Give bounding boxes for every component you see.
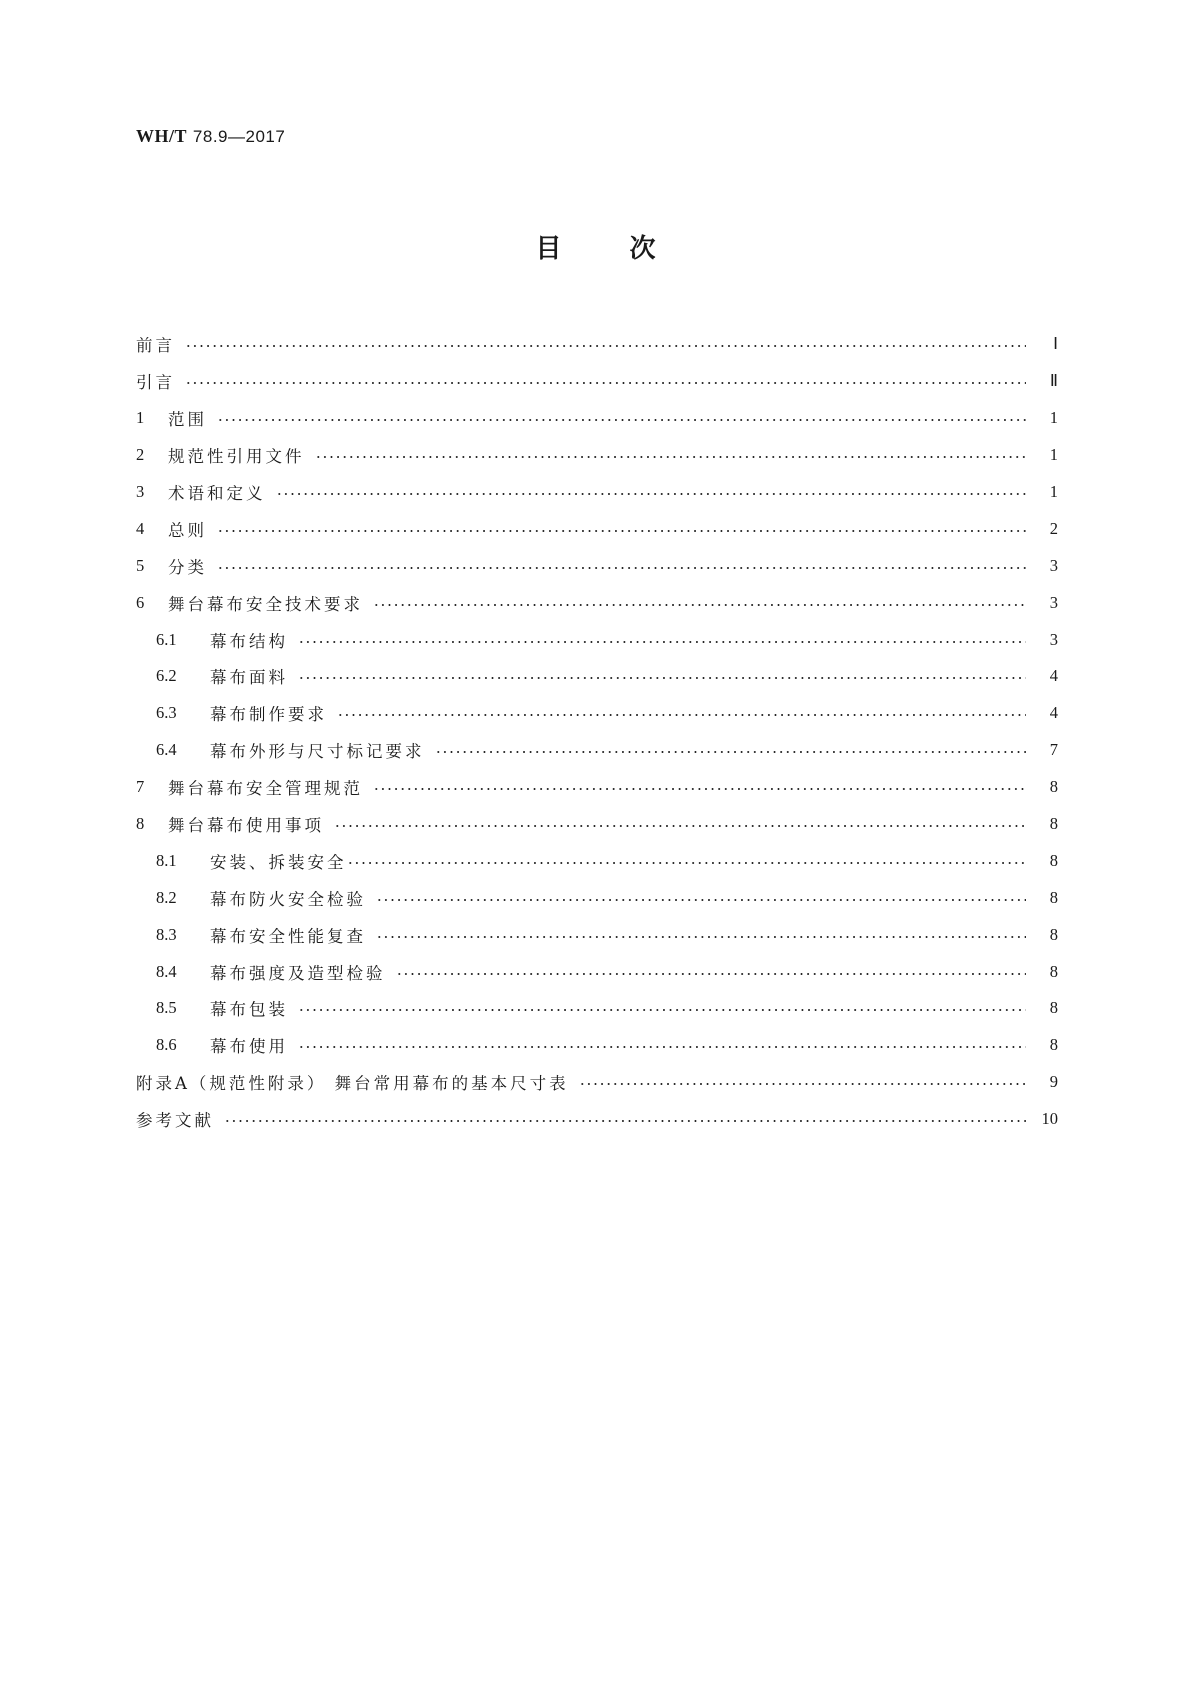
dot-leader: [217, 567, 1026, 569]
toc-page: 3: [1049, 592, 1058, 612]
toc-page: 7: [1049, 740, 1058, 760]
toc-entry-8-6[interactable]: [136, 1027, 1058, 1064]
page-title: [0, 228, 1191, 265]
toc-entry-8-4[interactable]: [136, 953, 1058, 990]
toc-entry-7[interactable]: [136, 769, 1058, 806]
title-char-2: 次: [629, 234, 656, 264]
toc-page: Ⅰ: [1053, 334, 1058, 354]
toc-label: 舞台幕布安全技术要求: [168, 594, 363, 614]
dot-leader: [315, 456, 1027, 458]
dot-leader: [224, 1120, 1026, 1122]
standard-number: 78.9—2017: [192, 127, 286, 146]
toc-page: 8: [1049, 924, 1058, 944]
toc-entry-5[interactable]: [136, 547, 1058, 584]
dot-leader: [276, 493, 1027, 495]
toc-label: 舞台幕布使用事项: [168, 816, 324, 836]
toc-entry-8-1[interactable]: [136, 842, 1058, 879]
toc-number: 8.1: [156, 850, 177, 870]
toc-number: 5: [136, 555, 145, 575]
toc-label: 幕布强度及造型检验: [210, 963, 386, 983]
dot-leader: [337, 714, 1026, 716]
dot-leader: [185, 345, 1026, 347]
toc-entry-6-3[interactable]: [136, 695, 1058, 732]
toc-label: 附录A（规范性附录） 舞台常用幕布的基本尺寸表: [136, 1074, 569, 1094]
toc-entry-3[interactable]: [136, 474, 1058, 511]
toc-label: 参考文献: [136, 1111, 214, 1131]
dot-leader: [298, 1046, 1026, 1048]
toc-page: 1: [1049, 445, 1058, 465]
toc-label: 术语和定义: [168, 484, 266, 503]
toc-entry-1[interactable]: [136, 400, 1058, 437]
toc-entry-6[interactable]: [136, 584, 1058, 621]
toc-label: 引言: [136, 373, 175, 393]
toc-number: 8.6: [156, 1035, 177, 1055]
toc-page: 8: [1049, 814, 1058, 834]
toc-label: 范围: [168, 410, 207, 430]
dot-leader: [298, 1009, 1026, 1011]
toc-entry-2[interactable]: [136, 437, 1058, 474]
toc-entry-6-1[interactable]: [136, 621, 1058, 658]
toc-entry-8-2[interactable]: [136, 879, 1058, 916]
dot-leader: [373, 788, 1026, 790]
toc-entry-4[interactable]: [136, 510, 1058, 547]
toc-entry-6-4[interactable]: [136, 732, 1058, 769]
toc-entry-appendix-a[interactable]: [136, 1064, 1058, 1101]
toc-page: 1: [1049, 408, 1058, 428]
toc-page: 3: [1049, 555, 1058, 575]
toc-page: 8: [1049, 1035, 1058, 1055]
toc-number: 8.4: [156, 961, 177, 981]
toc-label: 安装、拆装安全: [210, 852, 347, 872]
toc-page: 8: [1049, 998, 1058, 1018]
toc-entry-8-3[interactable]: [136, 916, 1058, 953]
dot-leader: [298, 641, 1026, 643]
dot-leader: [334, 825, 1026, 827]
toc-number: 8.3: [156, 924, 177, 944]
toc-label: 幕布制作要求: [210, 705, 327, 725]
toc-label: 幕布使用: [210, 1037, 288, 1057]
dot-leader: [579, 1083, 1026, 1085]
toc-label: 规范性引用文件: [168, 447, 305, 467]
toc-page: 8: [1049, 850, 1058, 870]
toc-number: 2: [136, 445, 145, 465]
dot-leader: [217, 530, 1026, 532]
toc-page: 4: [1049, 703, 1058, 723]
toc-number: 6: [136, 592, 145, 612]
toc-label: 分类: [168, 557, 207, 577]
dot-leader: [373, 604, 1026, 606]
toc-entry-8-5[interactable]: [136, 990, 1058, 1027]
toc-number: 6.1: [156, 629, 177, 649]
toc-page: Ⅱ: [1049, 371, 1058, 391]
toc-number: 6.3: [156, 703, 177, 723]
toc-number: 3: [136, 482, 145, 501]
toc-label: 总则: [168, 520, 207, 540]
dot-leader: [376, 899, 1026, 901]
toc-page: 4: [1049, 666, 1058, 686]
dot-leader: [217, 419, 1026, 421]
toc-label: 前言: [136, 336, 175, 356]
dot-leader: [396, 973, 1027, 975]
toc-page: 8: [1049, 887, 1058, 907]
toc-number: 8.2: [156, 887, 177, 907]
toc-number: 1: [136, 408, 145, 428]
toc-label: 幕布外形与尺寸标记要求: [210, 742, 425, 762]
dot-leader: [298, 677, 1026, 679]
dot-leader: [435, 751, 1027, 753]
toc-page: 9: [1049, 1072, 1058, 1092]
table-of-contents: [136, 326, 1058, 1138]
toc-label: 舞台幕布安全管理规范: [168, 779, 363, 799]
toc-number: 7: [136, 777, 145, 797]
toc-entry-6-2[interactable]: [136, 658, 1058, 695]
toc-page: 8: [1049, 777, 1058, 797]
toc-entry-foreword[interactable]: [136, 326, 1058, 363]
dot-leader: [376, 936, 1026, 938]
toc-page: 8: [1049, 961, 1058, 981]
dot-leader: [347, 862, 1027, 864]
toc-label: 幕布安全性能复查: [210, 926, 366, 946]
toc-number: 8.5: [156, 998, 177, 1018]
toc-page: 1: [1049, 482, 1058, 501]
toc-label: 幕布包装: [210, 1000, 288, 1020]
toc-label: 幕布防火安全检验: [210, 889, 366, 909]
toc-number: 4: [136, 518, 145, 538]
dot-leader: [185, 382, 1026, 384]
toc-page: 2: [1049, 518, 1058, 538]
toc-entry-bibliography[interactable]: [136, 1101, 1058, 1138]
toc-label: 幕布面料: [210, 668, 288, 688]
title-char-1: 目: [535, 234, 562, 264]
toc-entry-introduction[interactable]: [136, 363, 1058, 400]
toc-number: 8: [136, 814, 145, 834]
toc-label: 幕布结构: [210, 631, 288, 651]
toc-entry-8[interactable]: [136, 806, 1058, 843]
toc-number: 6.4: [156, 740, 177, 760]
toc-number: 6.2: [156, 666, 177, 686]
standard-code: [136, 126, 285, 147]
standard-prefix: WH/T: [136, 126, 188, 146]
toc-page: 3: [1049, 629, 1058, 649]
toc-page: 10: [1041, 1109, 1058, 1129]
